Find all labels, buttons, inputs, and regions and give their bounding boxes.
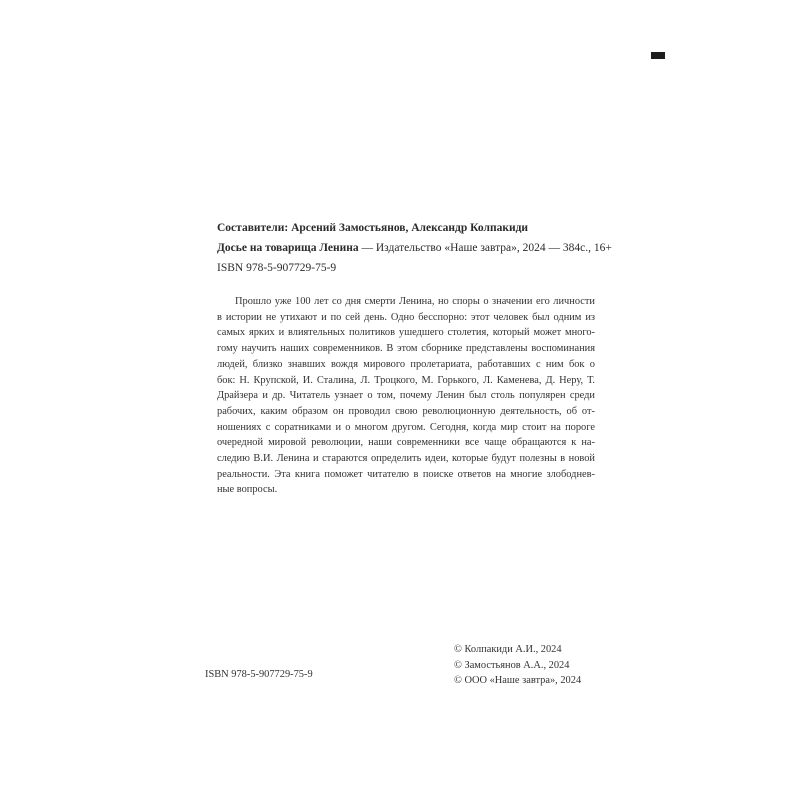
publication-info: — Издательство «Наше завтра», 2024 — 384с., 16+ <box>361 242 612 254</box>
copyright-line: © Колпакиди А.И., 2024 <box>454 644 562 655</box>
annotation-line: очередной мировой революции, наши современники все чаще обращаются к на- <box>217 437 595 449</box>
imprint-header <box>217 218 617 278</box>
header-isbn: ISBN 978-5-907729-75-9 <box>217 262 337 274</box>
annotation-line: самых ярких и влиятельных политиков ушедшего столетия, который может много- <box>217 327 595 339</box>
annotation-line: людей, близко знавших вождя мирового пролетариата, работавших с ним бок о <box>217 358 595 370</box>
footer-isbn: ISBN 978-5-907729-75-9 <box>205 669 313 680</box>
compilers-label: Составители: <box>217 222 289 234</box>
copyright-line: © ООО «Наше завтра», 2024 <box>454 675 582 686</box>
annotation-line: ношениях с соратниками и о многом другом. Сегодня, когда мир стоит на пороге <box>217 421 595 433</box>
annotation-line: ные вопросы. <box>217 484 278 496</box>
annotation-paragraph <box>217 294 595 498</box>
annotation-line: Драйзера и др. Читатель узнает о том, почему Ленин был столь популярен среди <box>217 390 595 402</box>
annotation-line: рабочих, каким образом он проводил свою революционную деятельность, об от- <box>217 405 595 417</box>
compilers-names: Арсений Замостьянов, Александр Колпакиди <box>291 222 529 234</box>
annotation-line: гому научить наших современников. В этом сборнике представлены воспоминания <box>217 343 595 355</box>
annotation-line: в истории не утихают и по сей день. Одно бесспорно: этот человек был одним из <box>217 311 595 323</box>
annotation-line: реальности. Эта книга поможет читателю в поиске ответов на многие злободнев- <box>217 468 595 480</box>
compilers-line <box>217 218 617 238</box>
title-line <box>217 238 617 258</box>
annotation-line: Прошло уже 100 лет со дня смерти Ленина, но споры о значении его личности <box>235 296 595 307</box>
corner-mark <box>651 52 665 59</box>
annotation-line: следию В.И. Ленина и стараются определить идеи, которые будут полезны в новой <box>217 453 595 465</box>
book-title: Досье на товарища Ленина <box>217 242 359 254</box>
copyright-line: © Замостьянов А.А., 2024 <box>454 659 570 671</box>
annotation-line: бок: Н. Крупской, И. Сталина, Л. Троцкого, М. Горького, Л. Каменева, Д. Неру, Т. <box>217 374 595 386</box>
copyright-block <box>454 642 581 689</box>
